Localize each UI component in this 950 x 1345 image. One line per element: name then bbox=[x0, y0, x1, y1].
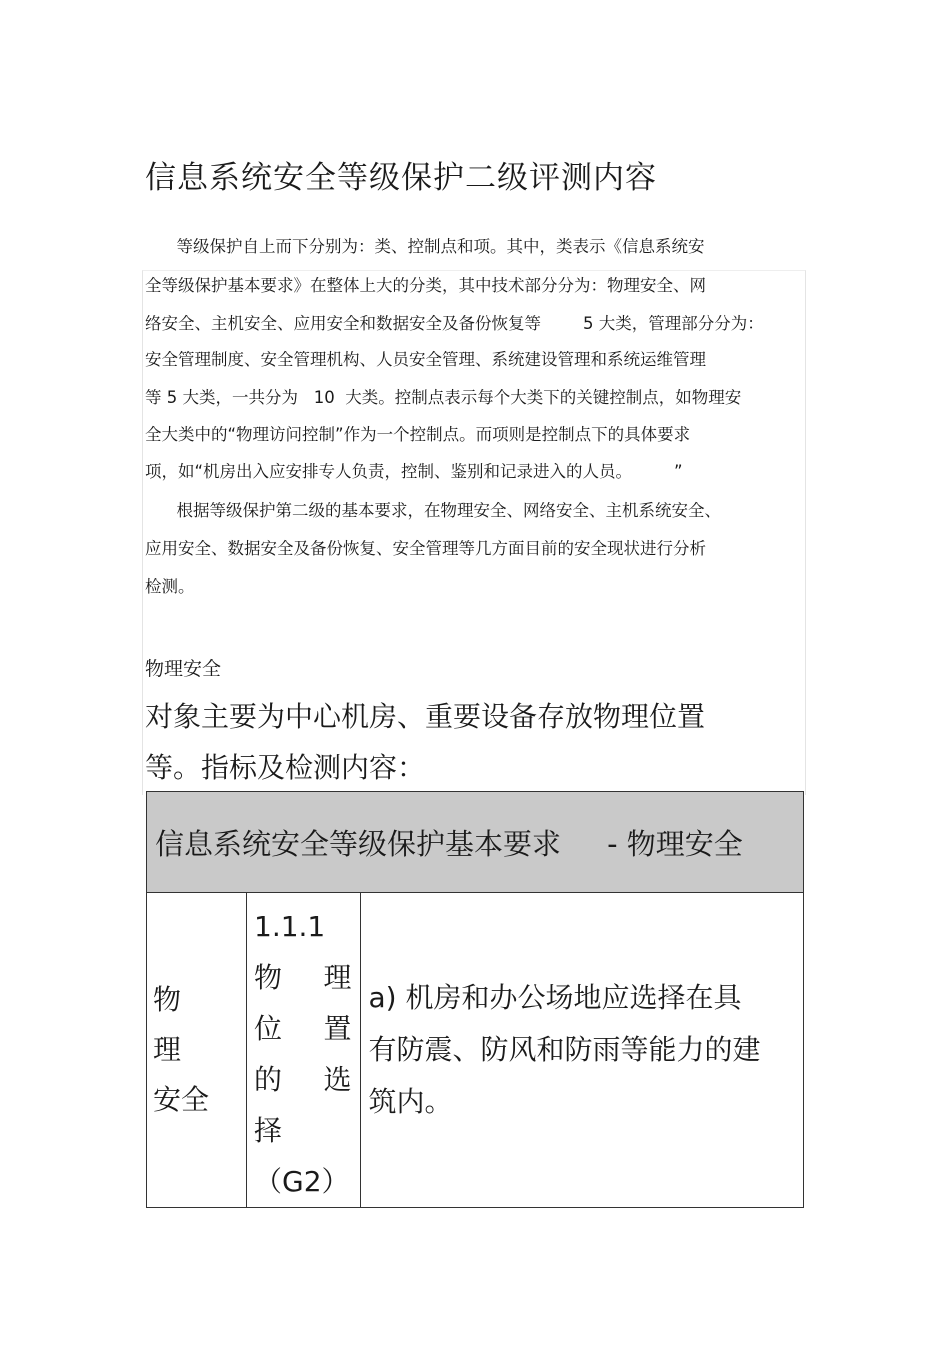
category-cell bbox=[147, 893, 247, 1208]
table-header-row bbox=[147, 792, 804, 893]
document-title: 信息系统安全等级保护二级评测内容 bbox=[145, 160, 657, 196]
paragraph-line: 等 5 大类，一共分为 10 大类。控制点表示每个大类下的关键控制点，如物理安 bbox=[145, 388, 742, 407]
paragraph-line: 检测。 bbox=[145, 577, 195, 596]
item-line: a) 机房和办公场地应选择在具 bbox=[368, 981, 742, 1014]
category-line: 物 理 bbox=[153, 983, 210, 1066]
table-row bbox=[147, 893, 804, 1208]
intro-line: 等。指标及检测内容： bbox=[145, 751, 426, 784]
requirement-item-cell bbox=[360, 893, 803, 1208]
control-line: 的 选 bbox=[254, 1063, 352, 1096]
control-point-text bbox=[247, 893, 360, 1207]
control-point-cell bbox=[247, 893, 361, 1208]
item-line: 有防震、防风和防雨等能力的建 bbox=[368, 1033, 761, 1066]
intro-line: 对象主要为中心机房、重要设备存放物理位置 bbox=[145, 700, 706, 733]
control-line: （G2） bbox=[254, 1165, 350, 1198]
item-line: 筑内。 bbox=[368, 1085, 453, 1118]
paragraph-line: 络安全、主机安全、应用安全和数据安全及备份恢复等 5 大类，管理部分分为： bbox=[145, 314, 764, 333]
control-line: 择 bbox=[254, 1114, 283, 1147]
requirements-table bbox=[146, 791, 804, 1208]
paragraph-line: 应用安全、数据安全及备份恢复、安全管理等几方面目前的安全现状进行分析 bbox=[145, 539, 706, 558]
paragraph-line: 根据等级保护第二级的基本要求，在物理安全、网络安全、主机系统安全、 bbox=[145, 501, 721, 520]
control-line: 1.1.1 bbox=[254, 910, 326, 943]
paragraph-line: 项，如“机房出入应安排专人负责，控制、鉴别和记录进入的人员。 ” bbox=[145, 462, 683, 481]
control-line: 位 置 bbox=[254, 1012, 352, 1045]
category-text bbox=[147, 975, 235, 1125]
section-heading: 物理安全 bbox=[145, 658, 222, 680]
table-header: 信息系统安全等级保护基本要求 - 物理安全 bbox=[147, 792, 804, 893]
paragraph-line: 全大类中的“物理访问控制”作为一个控制点。而项则是控制点下的具体要求 bbox=[145, 425, 691, 444]
paragraph-line: 全等级保护基本要求》在整体上大的分类，其中技术部分分为：物理安全、网 bbox=[145, 276, 706, 295]
control-line: 物 理 bbox=[254, 961, 352, 994]
paragraph-line: 安全管理制度、安全管理机构、人员安全管理、系统建设管理和系统运维管理 bbox=[145, 350, 706, 369]
category-line: 安全 bbox=[153, 1083, 210, 1116]
requirement-item-text bbox=[361, 972, 803, 1128]
paragraph-line: 等级保护自上而下分别为：类、控制点和项。其中，类表示《信息系统安 bbox=[145, 237, 705, 256]
